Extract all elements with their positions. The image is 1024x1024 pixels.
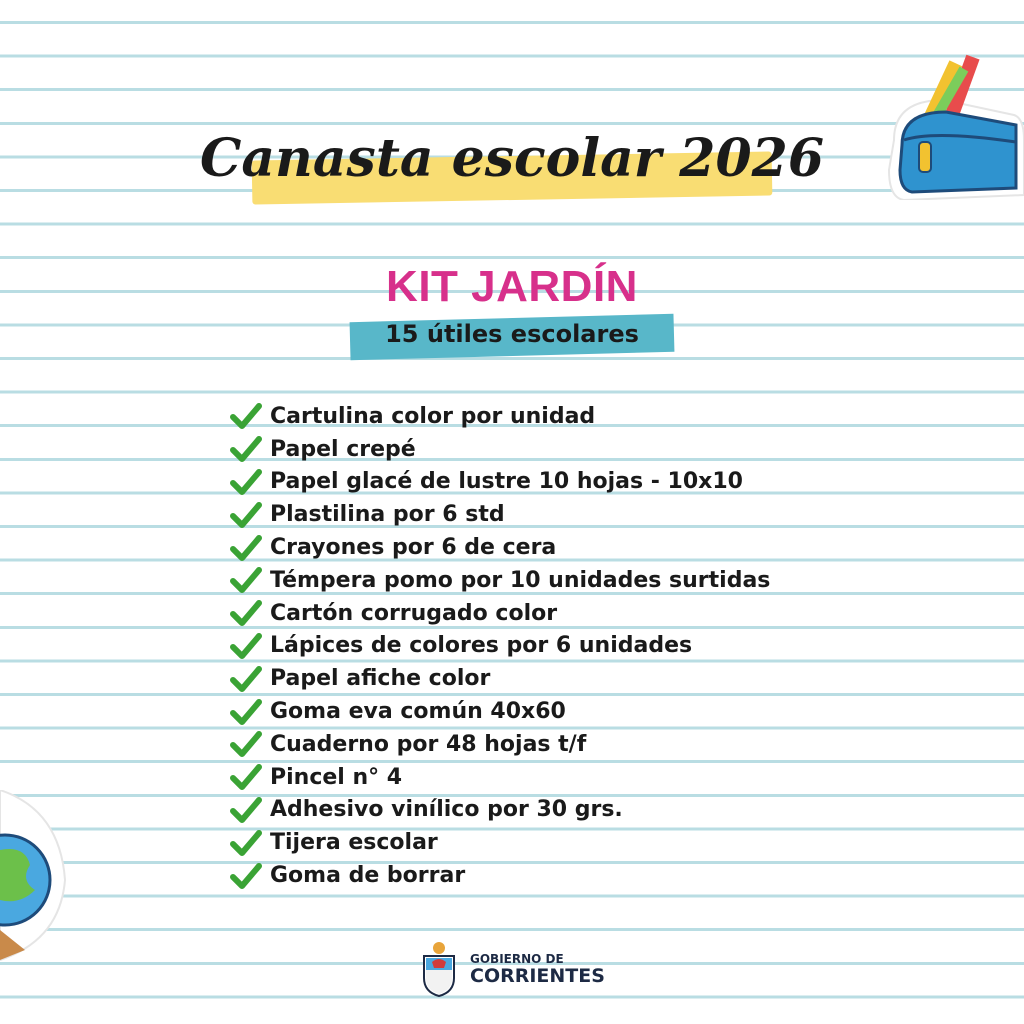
list-item-label: Cartulina color por unidad bbox=[270, 403, 596, 429]
list-item bbox=[230, 564, 770, 597]
list-item bbox=[230, 466, 770, 499]
list-item-label: Goma eva común 40x60 bbox=[270, 699, 566, 725]
list-item bbox=[230, 597, 770, 630]
check-icon bbox=[230, 534, 262, 562]
check-icon bbox=[230, 829, 262, 857]
list-item-label: Papel crepé bbox=[270, 436, 416, 462]
footer-logo-line1: GOBIERNO DE bbox=[470, 951, 564, 966]
pencil-case-icon bbox=[874, 30, 1024, 200]
kit-title: KIT JARDÍN bbox=[386, 262, 638, 311]
list-item bbox=[230, 826, 770, 859]
list-item bbox=[230, 433, 770, 466]
list-item bbox=[230, 859, 770, 892]
title-wrap bbox=[0, 128, 1024, 189]
check-icon bbox=[230, 796, 262, 824]
check-icon bbox=[230, 763, 262, 791]
list-item-label: Adhesivo vinílico por 30 grs. bbox=[270, 797, 623, 823]
list-item-label: Témpera pomo por 10 unidades surtidas bbox=[270, 567, 771, 593]
list-item bbox=[230, 400, 770, 433]
check-icon bbox=[230, 730, 262, 758]
list-item-label: Cuaderno por 48 hojas t/f bbox=[270, 731, 587, 757]
check-icon bbox=[230, 566, 262, 594]
supply-list bbox=[230, 400, 770, 892]
list-item bbox=[230, 728, 770, 761]
list-item-label: Crayones por 6 de cera bbox=[270, 535, 557, 561]
list-item-label: Cartón corrugado color bbox=[270, 600, 558, 626]
footer-logo-line2: CORRIENTES bbox=[470, 964, 605, 987]
kit-subtitle: 15 útiles escolares bbox=[385, 320, 639, 348]
globe-icon bbox=[0, 790, 70, 970]
check-icon bbox=[230, 435, 262, 463]
list-item-label: Papel afiche color bbox=[270, 666, 491, 692]
check-icon bbox=[230, 599, 262, 627]
list-item bbox=[230, 662, 770, 695]
list-item-label: Lápices de colores por 6 unidades bbox=[270, 633, 693, 659]
list-item bbox=[230, 695, 770, 728]
list-item bbox=[230, 531, 770, 564]
list-item bbox=[230, 761, 770, 794]
check-icon bbox=[230, 501, 262, 529]
check-icon bbox=[230, 468, 262, 496]
list-item-label: Papel glacé de lustre 10 hojas - 10x10 bbox=[270, 469, 743, 495]
list-item-label: Goma de borrar bbox=[270, 863, 466, 889]
footer-logo bbox=[418, 940, 605, 998]
check-icon bbox=[230, 698, 262, 726]
list-item bbox=[230, 794, 770, 827]
list-item-label: Pincel n° 4 bbox=[270, 764, 403, 790]
check-icon bbox=[230, 665, 262, 693]
check-icon bbox=[230, 632, 262, 660]
coat-of-arms-icon bbox=[418, 940, 460, 998]
list-item bbox=[230, 630, 770, 663]
list-item-label: Tijera escolar bbox=[270, 830, 438, 856]
page-title: Canasta escolar 2026 bbox=[199, 128, 825, 189]
check-icon bbox=[230, 402, 262, 430]
list-item-label: Plastilina por 6 std bbox=[270, 502, 505, 528]
list-item bbox=[230, 498, 770, 531]
check-icon bbox=[230, 862, 262, 890]
